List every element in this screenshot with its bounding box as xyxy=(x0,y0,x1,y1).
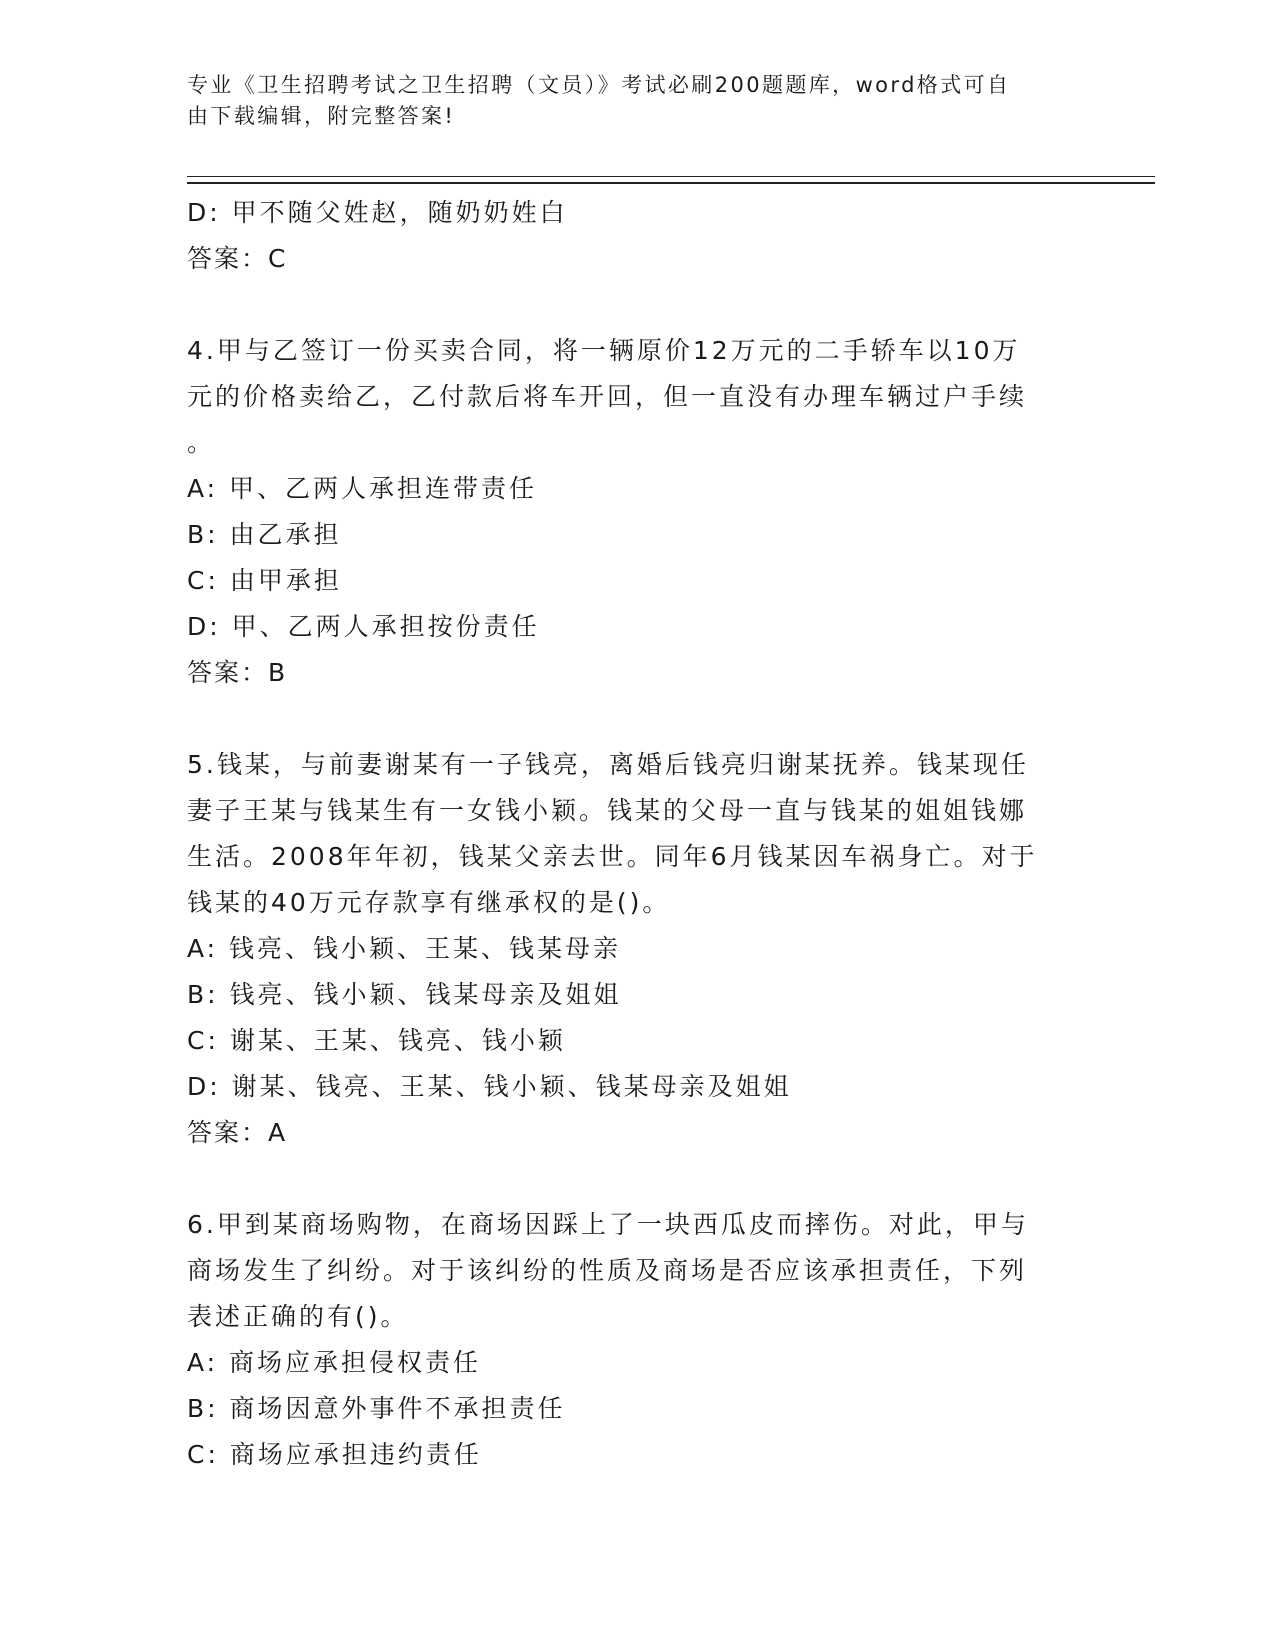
question-stem-line: 商场发生了纠纷。对于该纠纷的性质及商场是否应该承担责任，下列 xyxy=(187,1256,1028,1285)
answer-label: 答案：A xyxy=(187,1118,288,1147)
question-6-stem xyxy=(187,1202,1067,1340)
spacer xyxy=(187,1156,1067,1202)
document-header xyxy=(187,70,1067,132)
answer-label: 答案：B xyxy=(187,658,288,687)
spacer xyxy=(187,696,1067,742)
question-stem-line: 6.甲到某商场购物，在商场因踩上了一块西瓜皮而摔伤。对此，甲与 xyxy=(187,1210,1029,1239)
question-stem-line: 元的价格卖给乙，乙付款后将车开回，但一直没有办理车辆过户手续 xyxy=(187,382,1028,411)
question-3-answer: 答案：C xyxy=(187,244,288,273)
question-3-option-d: D: 甲不随父姓赵，随奶奶姓白 xyxy=(187,198,568,227)
question-stem-line: 。 xyxy=(187,428,216,457)
option-c: C: 由甲承担 xyxy=(187,566,342,595)
option-a: A: 钱亮、钱小颖、王某、钱某母亲 xyxy=(187,934,622,963)
question-4 xyxy=(187,328,1067,696)
header-divider xyxy=(187,176,1155,184)
option-c: C: 谢某、王某、钱亮、钱小颖 xyxy=(187,1026,566,1055)
question-stem-line: 生活。2008年年初，钱某父亲去世。同年6月钱某因车祸身亡。对于 xyxy=(187,842,1038,871)
option-a: A: 商场应承担侵权责任 xyxy=(187,1348,482,1377)
question-stem-line: 4.甲与乙签订一份买卖合同，将一辆原价12万元的二手轿车以10万 xyxy=(187,336,1021,365)
question-stem-line: 妻子王某与钱某生有一女钱小颖。钱某的父母一直与钱某的姐姐钱娜 xyxy=(187,796,1028,825)
option-b: B: 钱亮、钱小颖、钱某母亲及姐姐 xyxy=(187,980,622,1009)
option-c: C: 商场应承担违约责任 xyxy=(187,1440,482,1469)
option-b: B: 商场因意外事件不承担责任 xyxy=(187,1394,566,1423)
question-4-stem xyxy=(187,328,1067,466)
option-b: B: 由乙承担 xyxy=(187,520,342,549)
header-title-line-2: 由下载编辑，附完整答案! xyxy=(187,104,456,128)
question-5-stem xyxy=(187,742,1067,926)
option-d: D: 谢某、钱亮、王某、钱小颖、钱某母亲及姐姐 xyxy=(187,1072,792,1101)
question-stem-line: 5.钱某，与前妻谢某有一子钱亮，离婚后钱亮归谢某抚养。钱某现任 xyxy=(187,750,1029,779)
question-5 xyxy=(187,742,1067,1156)
question-stem-line: 钱某的40万元存款享有继承权的是()。 xyxy=(187,888,671,917)
question-stem-line: 表述正确的有()。 xyxy=(187,1302,409,1331)
option-d: D: 甲、乙两人承担按份责任 xyxy=(187,612,540,641)
question-6 xyxy=(187,1202,1067,1478)
spacer xyxy=(187,282,1067,328)
document-body xyxy=(187,190,1067,1478)
option-a: A: 甲、乙两人承担连带责任 xyxy=(187,474,538,503)
header-title-line-1: 专业《卫生招聘考试之卫生招聘（文员）》考试必刷200题题库，word格式可自 xyxy=(187,73,1011,97)
